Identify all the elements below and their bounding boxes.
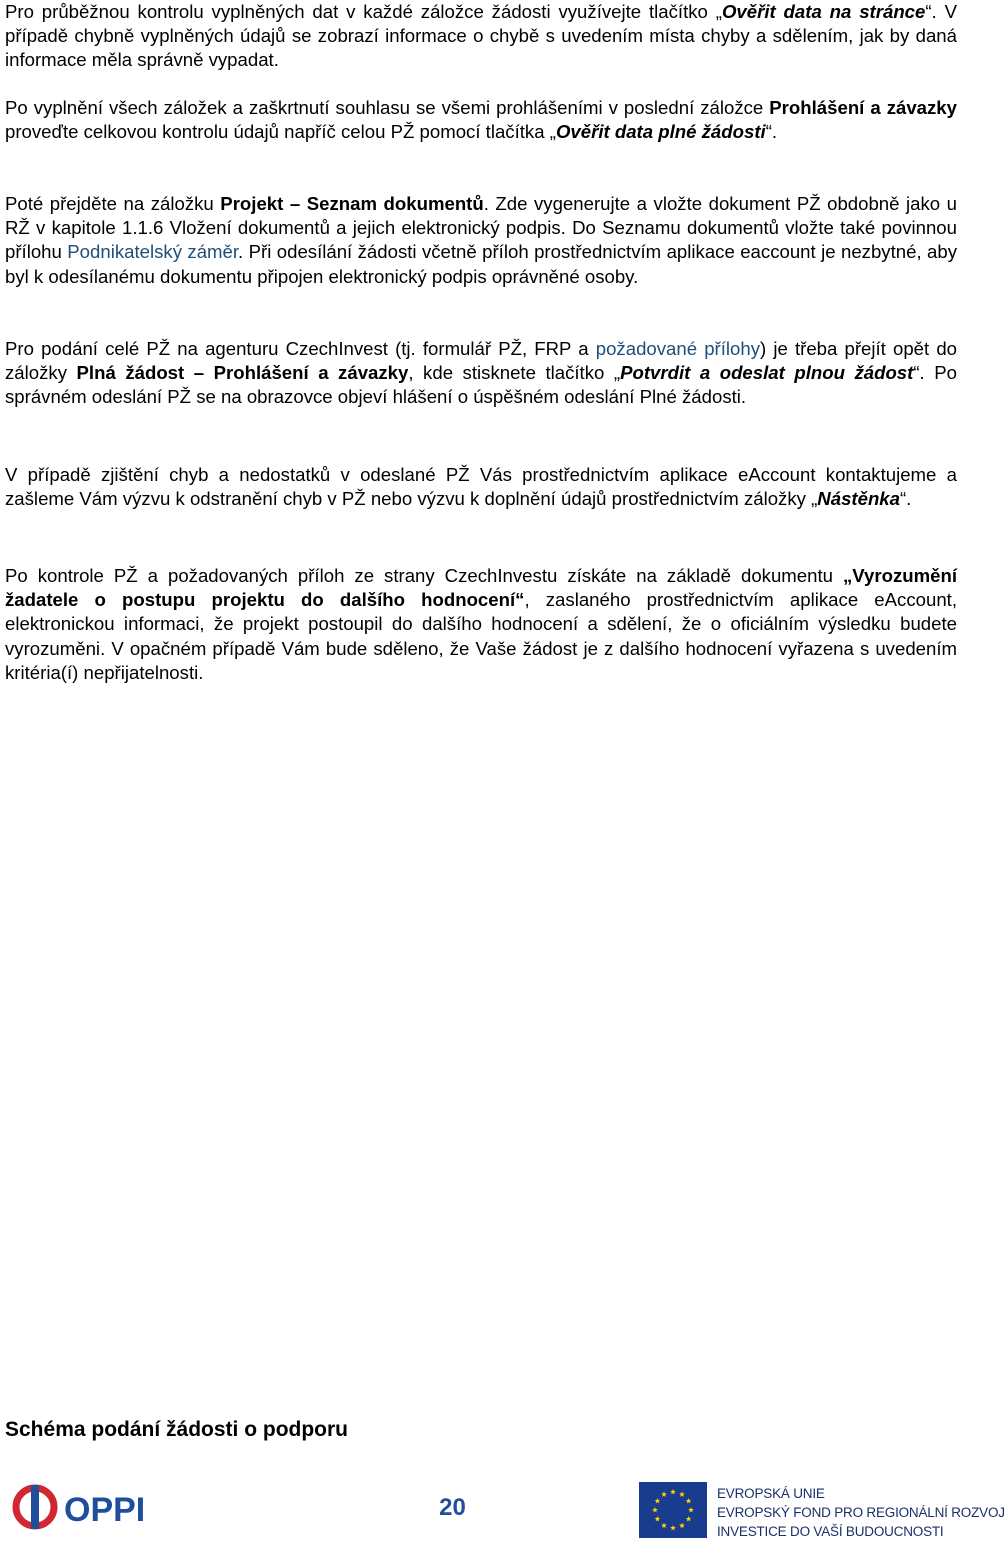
- text: , zaslaného prostřednictvím aplikace eAccount, elektronickou informaci, že projekt postoupil do dalšího hodnocení a sdělení, že o oficiálním výsledku budete vyrozuměni. V opačném případě Vám bude sděleno, že Vaše žádost je z dalšího hodnocení vyřazena s uvedením kritéria(í) nepřijatelnosti.: [5, 589, 958, 683]
- oppi-logo-text: OPPI: [64, 1491, 146, 1529]
- page-number: 20: [439, 1494, 466, 1521]
- text: , kde stisknete tlačítko „: [408, 362, 621, 384]
- text: ) je třeba přejít opět do záložky: [5, 338, 957, 384]
- text: Po vyplnění všech záložek a zaškrtnutí souhlasu se všemi prohlášeními v poslední záložce: [5, 97, 770, 118]
- text: “. V případě chybně vyplněných údajů se zobrazí informace o chybě s uvedením místa chyby a sdělením, jak by daná informace měla správně vypadat.: [5, 1, 957, 71]
- text: . Při odesílání žádosti včetně příloh prostřednictvím aplikace eaccount je nezbytné, aby byl k odesílanému dokumentu připojen elektronický podpis oprávněné osoby.: [5, 241, 957, 287]
- emphasis-button-name: Potvrdit a odeslat plnou žádost: [620, 362, 914, 384]
- text: proveďte celkovou kontrolu údajů napříč celou PŽ pomocí tlačítka „: [5, 121, 556, 143]
- emphasis-tab-name: Prohlášení a závazky: [769, 97, 957, 118]
- emphasis-button-name: Ověřit data plné žádosti: [555, 121, 766, 143]
- emphasis-tab-name: Plná žádost – Prohlášení a závazky: [76, 362, 409, 384]
- emphasis-tab-name: Nástěnka: [817, 488, 900, 510]
- paragraph-notification: [5, 564, 957, 685]
- link-required-attachments[interactable]: požadované přílohy: [595, 338, 761, 359]
- text: “.: [899, 488, 912, 510]
- section-heading: Schéma podání žádosti o podporu: [5, 1418, 349, 1441]
- text: . Zde vygenerujte a vložte dokument PŽ obdobně jako u RŽ v kapitole 1.1.6 Vložení dokumentů a jejich elektronický podpis. Do Seznamu dokumentů vložte také povinnou přílohu: [5, 193, 957, 263]
- emphasis-button-name: Ověřit data na stránce: [721, 1, 926, 22]
- emphasis-tab-name: Projekt – Seznam dokumentů: [220, 193, 484, 214]
- text: Po kontrole PŽ a požadovaných příloh ze strany CzechInvestu získáte na základě dokumentu: [5, 565, 843, 586]
- text: V případě zjištění chyb a nedostatků v odeslané PŽ Vás prostřednictvím aplikace eAccount kontaktujeme a zašleme Vám výzvu k odstranění chyb v PŽ nebo výzvu k doplnění údajů prostřednictvím záložky „: [5, 464, 957, 510]
- eu-line-union: EVROPSKÁ UNIE: [717, 1486, 825, 1501]
- text: “.: [765, 121, 778, 143]
- eu-line-fund: EVROPSKÝ FOND PRO REGIONÁLNÍ ROZVOJ: [717, 1505, 1005, 1520]
- oppi-logo: [10, 1482, 170, 1532]
- emphasis-document-name: „Vyrozumění žadatele o postupu projektu do dalšího hodnocení“: [5, 565, 957, 611]
- paragraph-verify-full: [5, 96, 957, 144]
- paragraph-verify-page: [5, 0, 957, 73]
- paragraph-errors: [5, 463, 957, 511]
- eu-flag-icon: [639, 1482, 707, 1538]
- eu-line-investment: INVESTICE DO VAŠÍ BUDOUCNOSTI: [717, 1524, 944, 1539]
- link-business-plan[interactable]: Podnikatelský záměr: [67, 241, 239, 263]
- eu-text-block: [717, 1484, 1005, 1541]
- text: Poté přejděte na záložku: [5, 193, 221, 214]
- page-footer: [0, 1470, 1005, 1545]
- paragraph-documents: [5, 192, 957, 289]
- text: Pro průběžnou kontrolu vyplněných dat v každé záložce žádosti využívejte tlačítko „: [5, 1, 722, 22]
- paragraph-submit: [5, 337, 957, 410]
- text: Pro podání celé PŽ na agenturu CzechInvest (tj. formulář PŽ, FRP a: [5, 338, 596, 359]
- text: “. Po správném odeslání PŽ se na obrazovce objeví hlášení o úspěšném odeslání Plné žádosti.: [5, 362, 957, 408]
